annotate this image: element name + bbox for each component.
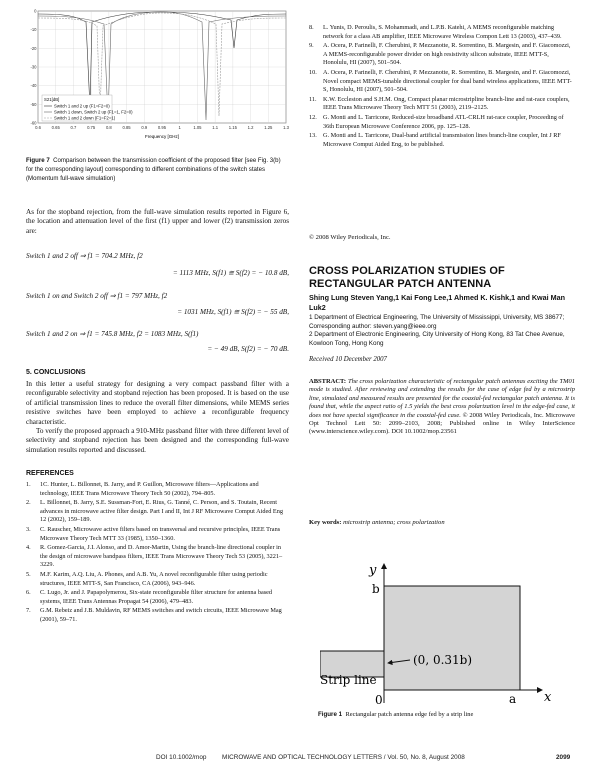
section-heading: 5. CONCLUSIONS [26,369,86,376]
strip-line-label: Strip line [320,673,377,687]
a-label: a [509,692,517,705]
abstract: ABSTRACT: The cross polarization characteristic of rectangular patch antennas exciting the TM01 mode is studied. After reviewing and extending the results for the case of edge fed by a microstrip line, simulated and measured results are presented for the coaxial-fed rectangular patch antenna. It is found that, while the aspect ratio of 1.5 yields the best cross polarization level in the edge-fed case, it does not have special significance in the coaxial-fed case. © 2008 Wiley Periodicals, Inc. Microwave Opt Technol Lett 50: 2099–2103, 2008; Published online in Wiley InterScience (www.interscience.wiley.com). DOI 10.1002/mop.23561 [309,378,576,436]
reference-item: 2. L. Billonnet, B. Jarry, S.E. Sussman-Fort, E. Rius, G. Tanné, C. Person, and S. Toutain, Recent advances in microwave active filter design. Part I and II, Int J RF Microwave Comput Aided Eng 12 (2002), 159–189. [26,499,283,524]
x-tick-label: 0.6 [35,125,41,130]
x-tick-label: 1.3 [283,125,289,130]
figure-7-plot [26,8,289,140]
page-footer [0,752,600,766]
footer-doi: DOI 10.1002/mop [156,754,207,761]
x-tick-label: 0.95 [157,125,167,130]
x-tick-label: 0.85 [122,125,131,130]
legend-item: Switch 1 and 2 up (F1=F2=0) [54,103,110,109]
reference-item: 1. 1C. Hunter, L. Billonnet, B. Jarry, and P. Guillon, Microwave filters—Applications and technology, IEEE Trans Microwave Theory Tech 50 (2002), 794–805. [26,481,259,497]
x-tick-label: 0.75 [87,125,96,130]
x-tick-label: 1.15 [228,125,237,130]
authors: Shing Lung Steven Yang,1 Kai Fong Lee,1 Ahmed K. Kishk,1 and Kwai Man Luk2 [309,293,565,312]
x-tick-label: 1 [178,125,181,130]
reference-item: 8. L. Yunis, D. Peroulis, S. Mohammadi, and L.P.B. Katehi, A MEMS reconfigurable matching network for a class AB amplifier, IEEE Microwave Wireless Compon Lett 13 (2003), 437–439. [309,24,562,40]
affiliation: 2 Department of Electronic Engineering, City University of Hong Kong, 83 Tat Chee Avenue, Kowloon Tong, Hong Kong [309,331,565,347]
equation: Switch 1 and 2 on ⇒ f1 = 745.8 MHz, f2 = 1083 MHz, S(f1) [26,330,199,338]
feed-point-label: (0, 0.31b) [413,653,473,667]
y-tick-label: -40 [30,83,37,89]
legend-item: Switch 1 and 2 down (F1=F2=1) [54,115,116,121]
reference-item: 12. G. Monti and L. Tarricone, Reduced-size broadband ATL-CRLH rat-race coupler, Proceeding of 36th European Microwave Conference 2006, pp. 125–128. [309,113,564,130]
reference-item: 4. R. Gomez-Garcia, J.I. Alonso, and D. Amor-Martin, Using the branch-line directional coupler in the design of microwave bandpass filters, IEEE Trans Microwave Theory Tech 53 (2005), 3221–3229. [26,544,283,569]
reference-item: 7. G.M. Rebeiz and J.B. Muldavin, RF MEMS switches and switch circuits, IEEE Microwave Mag (2001), 59–71. [26,607,282,623]
y-label: y [369,563,377,578]
x-label: x [544,690,552,705]
x-tick-label: 1.05 [193,125,202,130]
y-tick-label: -30 [30,64,37,70]
body-paragraph: To verify the proposed approach a 910-MHz passband filter with three different level of selectivity and stopband rejection has been designed and the corresponding full-wave simulation results reported and discussed. [26,427,289,454]
origin-label: 0 [375,693,383,705]
x-tick-label: 0.8 [105,125,112,130]
x-tick-label: 0.9 [141,125,148,130]
footer-journal: MICROWAVE AND OPTICAL TECHNOLOGY LETTERS / Vol. 50, No. 8, August 2008 [222,754,465,761]
y-tick-label: -20 [30,45,37,51]
b-label: b [372,582,380,596]
y-tick-label: -10 [30,27,37,33]
reference-item: 6. C. Lugo, Jr. and J. Papapolymerou, Six-state reconfigurable filter structure for antenna based systems, IEEE Trans Antennas Propagat 54 (2006), 479–483. [26,589,273,605]
legend-title: S21[dB] [44,97,60,102]
figure-1-diagram [320,560,575,705]
y-tick-label: -50 [30,101,37,107]
keywords: Key words: microstrip antenna; cross polarization [309,519,445,526]
reference-item: 9. A. Ocera, P. Farinelli, F. Cherubini, P. Mezzanotte, R. Sorrentino, B. Margesin, and F. Giacomozzi, A MEMS-reconfigurable power divider on high resistivity silicon substrate, IEEE MTT-S, Honolulu, HI (2007), 501–504. [309,42,571,67]
x-tick-label: 1.1 [212,125,219,130]
equation: = 1031 MHz, S(f1) ≅ S(f2) = − 55 dB, [177,308,289,316]
affiliation: 1 Department of Electrical Engineering, The University of Mississippi, University, MS 38677; Corresponding author: steven.yang@ieee.org [309,314,565,330]
reference-item: 5. M.F. Karim, A.Q. Liu, A. Phones, and A.B. Yu, A novel reconfigurable filter using periodic structures, IEEE MTT-S, San Francisco, CA (2006), 943–946. [26,570,268,587]
received-date: Received 10 December 2007 [309,356,387,363]
body-paragraph: As for the stopband rejection, from the full-wave simulation results reported in Figure 6, the location and attenuation level of the first (f1) upper and lower (f2) transmission zeros are: [26,208,289,235]
equation: Switch 1 and 2 off ⇒ f1 = 704.2 MHz, f2 [26,252,143,260]
article-title: CROSS POLARIZATION STUDIES OF RECTANGULAR PATCH ANTENNA [309,265,505,290]
equation: = − 49 dB, S(f2) = − 70 dB. [207,345,289,353]
reference-item: 10. A. Ocera, P. Farinelli, F. Cherubini, P. Mezzanotte, R. Sorrentino, B. Margesin, and F. Giacomozzi, Novel compact MEMS-tunable directional coupler for dual band wireless applications, IEEE MTT-S, Honolulu, HI (2007), 501–504. [309,68,572,94]
copyright: © 2008 Wiley Periodicals, Inc. [309,234,391,241]
reference-item: 11. K.W. Eccleston and S.H.M. Ong, Compact planar microstripline branch-line and rat-race couplers, IEEE Trans Microwave Theory Tech MTT 51 (2003), 2119–2125. [309,95,570,112]
body-paragraph: In this letter a useful strategy for designing a very compact passband filter with a reconfigurable selectivity and stopband rejection has been proposed. It is based on the use of artificial transmission lines to reduce the overall filter dimensions, while MEMS series resistive switches have been employed to achieve a reconfigurable frequency characteristic. [26,380,289,426]
patch [384,586,520,690]
reference-item: 3. C. Rauscher, Microwave active filters based on transversal and recursive principles, IEEE Trans Microwave Theory Tech MTT 33 (1985), 1350–1360. [26,525,281,542]
x-tick-label: 1.25 [264,125,273,130]
legend-item: Switch 1 down, Switch 2 up (F1=1, F2=0) [54,109,133,115]
page-number: 2099 [556,754,571,761]
reference-list [309,24,575,149]
equation: = 1113 MHz, S(f1) ≅ S(f2) = − 10.8 dB, [172,269,289,277]
reference-item: 13. G. Monti and L. Tarricone, Dual-band artificial transmission lines branch-line coupler, Int J RF Microwave Comput Aided Eng, to be published. [309,132,561,148]
x-axis-label: Frequency [GHz] [144,134,180,139]
x-tick-label: 1.2 [247,125,254,130]
x-tick-label: 0.7 [70,125,77,130]
figure-7-caption: Figure 7 Comparison between the transmission coefficient of the proposed filter [see Fig. 3(b) for the corresponding layout] corresponding to different combinations of the switch states (Momentum full-wave simulation) [26,157,281,182]
reference-list [26,481,289,625]
x-tick-label: 0.65 [51,125,60,130]
y-tick-label: 0 [34,8,37,14]
figure-1-caption: Figure 1 Rectangular patch antenna edge fed by a strip line [318,711,474,718]
y-tick-label: -60 [30,120,37,126]
section-heading: REFERENCES [26,470,74,477]
equation: Switch 1 on and Switch 2 off ⇒ f1 = 797 MHz, f2 [26,292,168,300]
